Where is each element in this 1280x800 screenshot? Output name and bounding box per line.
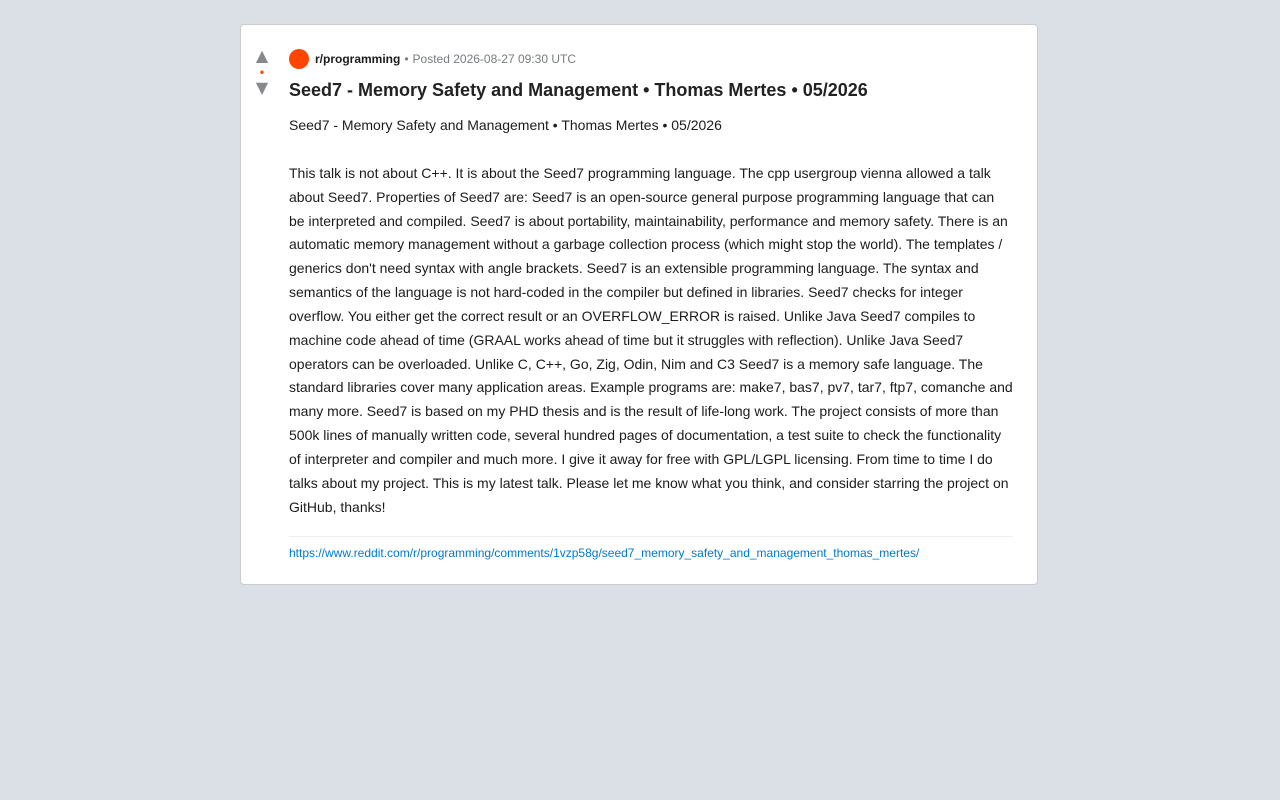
subreddit-name[interactable]: r/programming [315,52,401,66]
post-content [289,25,1037,584]
paragraph-gap [289,138,1013,162]
post-body [289,114,1013,520]
subreddit-avatar-icon[interactable] [289,49,309,69]
post-card [240,24,1038,585]
vote-column [251,47,273,97]
post-meta [289,49,1013,69]
post-title[interactable]: Seed7 - Memory Safety and Management • Thomas Mertes • 05/2026 [289,80,868,100]
divider [289,536,1013,537]
post-permalink[interactable]: https://www.reddit.com/r/programming/comments/1vzp58g/seed7_memory_safety_and_management_thomas_mertes/ [289,545,920,560]
vote-score: • [259,65,265,79]
body-paragraph: This talk is not about C++. It is about the Seed7 programming language. The cpp usergroup vienna allowed a talk about Seed7. Properties of Seed7 are: Seed7 is an open-source general purpose programming language that can be interpreted and compiled. Seed7 is about portability, maintainability, performance and memory safety. There is an automatic memory management without a garbage collection process (which might stop the world). The templates / generics don't need syntax with angle brackets. Seed7 is an extensible programming language. The syntax and semantics of the language is not hard-coded in the compiler but defined in libraries. Seed7 checks for integer overflow. You either get the correct result or an OVERFLOW_ERROR is raised. Unlike Java Seed7 compiles to machine code ahead of time (GRAAL works ahead of time but it struggles with reflection). Unlike Java Seed7 operators can be overloaded. Unlike C, C++, Go, Zig, Odin, Nim and C3 Seed7 is a memory safe language. The standard libraries cover many application areas. Example programs are: make7, bas7, pv7, tar7, ftp7, comanche and many more. Seed7 is based on my PHD thesis and is the result of life-long work. The project consists of more than 500k lines of manually written code, several hundred pages of documentation, a test suite to check the functionality of interpreter and compiler and much more. I give it away for free with GPL/LGPL licensing. From time to time I do talks about my project. This is my latest talk. Please let me know what you think, and consider starring the project on GitHub, thanks! [289,164,1013,515]
meta-separator: • [404,52,409,66]
upvote-arrow-icon[interactable]: ▲ [255,46,269,65]
body-first-line: Seed7 - Memory Safety and Management • Thomas Mertes • 05/2026 [289,117,722,133]
downvote-arrow-icon[interactable]: ▼ [255,78,269,97]
post-timestamp: Posted 2026-08-27 09:30 UTC [412,52,576,66]
